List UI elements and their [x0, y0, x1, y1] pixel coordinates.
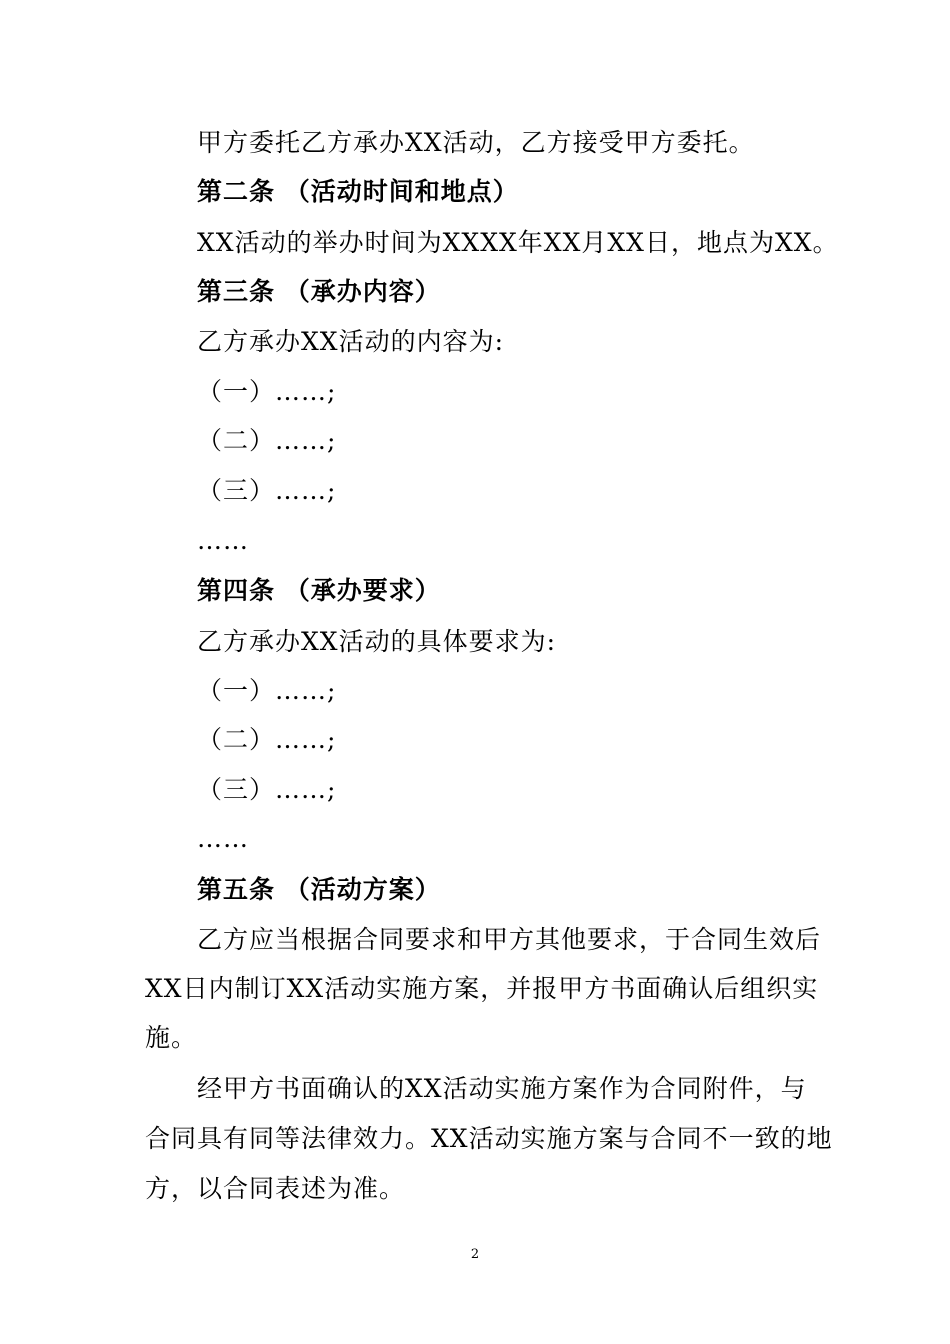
article-2-heading: 第二条 （活动时间和地点） [197, 177, 519, 206]
article-4-heading: 第四条 （承办要求） [197, 576, 441, 605]
page-number: 2 [470, 1247, 480, 1262]
article-5-heading: 第五条 （活动方案） [197, 875, 441, 904]
paragraph-line: 方，以合同表述为准。 [145, 1174, 406, 1203]
list-item: （二）……; [197, 725, 337, 754]
paragraph-line: 乙方承办XX活动的具体要求为: [197, 627, 557, 656]
paragraph-line: 经甲方书面确认的XX活动实施方案作为合同附件，与 [197, 1074, 807, 1103]
list-item: （三）……; [197, 775, 337, 804]
ellipsis-line: …… [197, 824, 249, 853]
paragraph-line: 施。 [145, 1023, 198, 1052]
paragraph-line: XX活动的举办时间为XXXX年XX月XX日，地点为XX。 [197, 228, 839, 257]
list-item: （一）……; [197, 676, 337, 705]
paragraph-line: XX日内制订XX活动实施方案，并报甲方书面确认后组织实 [145, 974, 819, 1003]
article-3-heading: 第三条 （承办内容） [197, 277, 441, 306]
list-item: （二）……; [197, 426, 337, 455]
list-item: （三）……; [197, 476, 337, 505]
ellipsis-line: …… [197, 526, 249, 555]
paragraph-line: 甲方委托乙方承办XX活动，乙方接受甲方委托。 [197, 128, 755, 157]
list-item: （一）……; [197, 377, 337, 406]
paragraph-line: 乙方承办XX活动的内容为: [197, 327, 505, 356]
paragraph-line: 合同具有同等法律效力。XX活动实施方案与合同不一致的地 [145, 1124, 833, 1153]
paragraph-line: 乙方应当根据合同要求和甲方其他要求，于合同生效后 [197, 925, 822, 954]
